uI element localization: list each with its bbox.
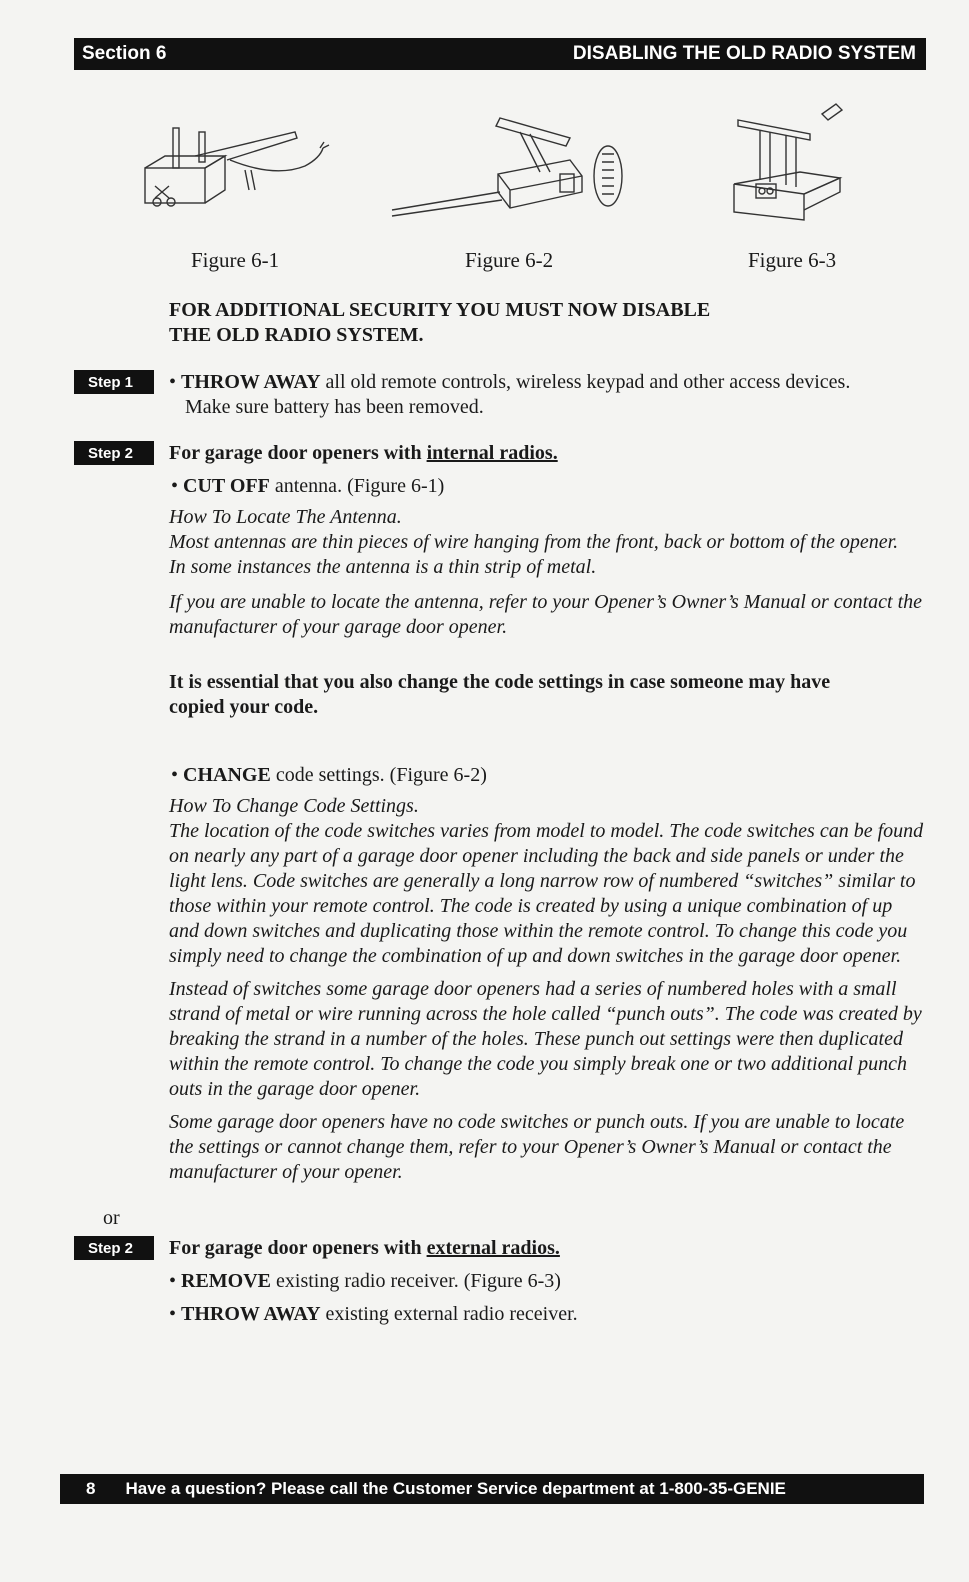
figure-caption: Figure 6-1 [191,248,280,272]
figure-caption: Figure 6-2 [465,248,554,272]
step-2-internal: For garage door openers with internal radios. • CUT OFF antenna. (Figure 6-1) How To Locate The Antenna. Most antennas are thin pieces of wire hanging from the front, back or bottom of the opener. In some instances the antenna is a thin strip of metal. If you are unable to locate the antenna, refer to your Opener’s Owner’s Manual or contact the manufacturer of your garage door opener. It is essential that you also change the code settings in case someone may have copied your code. • CHANGE code settings. (Figure 6-2) How To Change Code Settings. The location of the code switches varies from model to model. The code switches can be found on nearly any part of a garage door opener including the back and side panels or under the light lens. Code switches are generally a long narrow row of numbered “switches” similar to those within your remote control. The code is created by using a unique combination of up and down switches and duplicating those within the remote control. To change this code you simply need to change the combination of up and down switches in the garage door opener. Instead of switches some garage door openers had a series of numbered holes with a small strand of metal or wire running across the hole called “punch outs”. The code was created by breaking the strand in a number of the holes. These punch out settings were then duplicated within the remote control. To change the code you simply break one or two additional punch outs in the garage door opener. Some garage door openers have no code switches or punch outs. If you are unable to locate the settings or cannot change them, refer to your Opener’s Owner’s Manual or contact the manufacturer of your opener. [169,441,929,1185]
paragraph-line: outs in the garage door opener. [169,1078,421,1100]
action-text: existing external radio receiver. [320,1303,578,1325]
bullet: • [169,371,177,393]
step-1-badge: Step 1 [74,370,154,394]
paragraph-line: simply need to change the combination of up and down switches in the garage door opener. [169,945,902,967]
paragraph-line: on nearly any part of a garage door opener including the back and side panels or under the [169,845,904,867]
opener-code-switch-icon [390,112,630,222]
action-text: code settings. (Figure 6-2) [270,764,487,786]
notice-line: THE OLD RADIO SYSTEM. [169,324,424,346]
section-header [74,38,926,70]
step-2-external: For garage door openers with external radios. • REMOVE existing radio receiver. (Figure 6-3) • THROW AWAY existing external radio receiver. [169,1237,578,1325]
external-radios-link: external radios. [426,1237,560,1259]
essential-note: It is essential that you also change the code settings in case someone may have [169,671,831,693]
essential-note: copied your code. [169,696,319,718]
paragraph-line: If you are unable to locate the antenna, refer to your Opener’s Owner’s Manual or contact the [169,591,923,613]
action-text: all old remote controls, wireless keypad and other access devices. [320,371,851,393]
opener-antenna-cut-icon [135,118,335,218]
paragraph-line: Instead of switches some garage door openers had a series of numbered holes with a small [169,978,897,1000]
paragraph-line: manufacturer of your opener. [169,1161,403,1183]
paragraph-line: manufacturer of your garage door opener. [169,616,508,638]
step-heading: For garage door openers with [169,442,427,464]
paragraph-line: breaking the strand in a number of the holes. These punch out settings were then duplicated [169,1028,903,1050]
step-1-text [169,370,850,420]
action-verb: THROW AWAY [181,1303,321,1325]
notice-line: FOR ADDITIONAL SECURITY YOU MUST NOW DISABLE [169,299,711,321]
page-number: 8 [86,1479,96,1498]
paragraph-line: light lens. Code switches are generally a long narrow row of numbered “switches” similar to [169,870,916,892]
footer-help-text: Have a question? Please call the Customer Service department at 1-800-35-GENIE [125,1479,786,1498]
step-heading: For garage door openers with [169,1237,427,1259]
howto-heading: How To Locate The Antenna. [169,506,402,528]
action-text: existing radio receiver. (Figure 6-3) [271,1270,561,1292]
external-receiver-icon [730,100,850,230]
action-verb: CUT OFF [183,475,270,497]
action-verb: THROW AWAY [181,371,321,393]
internal-radios-link: internal radios. [426,442,558,464]
paragraph-line: In some instances the antenna is a thin strip of metal. [169,556,597,578]
action-verb: REMOVE [181,1270,272,1292]
paragraph-line: The location of the code switches varies from model to model. The code switches can be found [169,820,924,842]
paragraph-line: those within your remote control. The code is created by using a unique combination of up [169,895,893,917]
action-text: antenna. (Figure 6-1) [269,475,445,497]
figure-caption: Figure 6-3 [748,248,837,272]
action-verb: CHANGE [183,764,271,786]
paragraph-line: Most antennas are thin pieces of wire hanging from the front, back or bottom of the opener. [169,531,899,553]
howto-heading: How To Change Code Settings. [169,795,419,817]
paragraph-line: the settings or cannot change them, refer to your Opener’s Owner’s Manual or contact the [169,1136,892,1158]
or-label: or [103,1207,120,1229]
action-text: Make sure battery has been removed. [185,396,484,418]
security-notice [169,298,710,348]
section-title: DISABLING THE OLD RADIO SYSTEM [572,43,916,64]
step-2-badge: Step 2 [74,441,154,465]
paragraph-line: Some garage door openers have no code switches or punch outs. If you are unable to locate [169,1111,905,1133]
paragraph-line: and down switches and duplicating those within the remote control. To change this code you [169,920,908,942]
section-label: Section 6 [82,43,167,64]
page-footer [60,1474,924,1504]
paragraph-line: strand of metal or wire running across the hole called “punch outs”. The code was created by [169,1003,922,1025]
paragraph-line: within the remote control. To change the code you simply break one or two additional punch [169,1053,908,1075]
step-2-badge: Step 2 [74,1236,154,1260]
